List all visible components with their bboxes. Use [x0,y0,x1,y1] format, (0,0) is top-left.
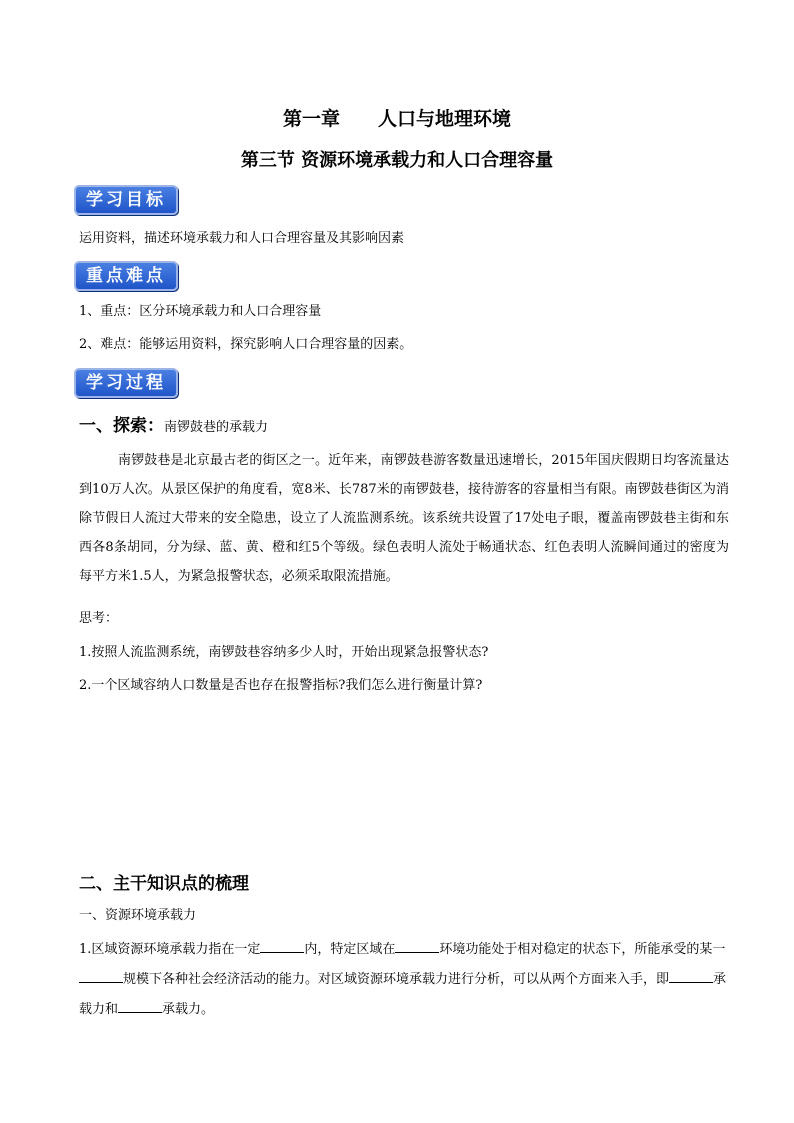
section-title: 第三节 资源环境承载力和人口合理容量 [240,150,554,171]
chapter-name: 人口与地理环境 [378,108,512,130]
section2-subheading: 一、资源环境承载力 [79,908,197,923]
chapter-title [0,104,794,131]
answer-blank[interactable] [79,970,123,983]
objectives-badge: 学习目标 [74,185,178,215]
key-points-badge: 重点难点 [74,261,178,291]
chapter-number: 第一章 [282,108,340,130]
fill-text: 承载力和 [79,972,727,1017]
answer-blank[interactable] [669,970,713,983]
answer-blank[interactable] [260,940,304,953]
answer-blank[interactable] [118,1000,162,1013]
fill-text: 内，特定区域在 [304,942,396,957]
think-label: 思考： [79,611,119,626]
question-item: 1.按照人流监测系统，南锣鼓巷容纳多少人时，开始出现紧急报警状态? [79,645,489,660]
section1-subheading: 南锣鼓巷的承载力 [164,420,269,435]
case-paragraph: 南锣鼓巷是北京最古老的街区之一。近年来，南锣鼓巷游客数量迅速增长，2015年国庆假期日均客流量达到10万人次。从景区保护的角度看，宽8米、长787米的南锣鼓巷，接待游客的容量相当有限。南锣鼓巷街区为消除节假日人流过大带来的安全隐患，设立了人流监测系统。该系统共设置了17处电子眼，覆盖南锣鼓巷主街和东西各8条胡同，分为绿、蓝、黄、橙和红5个等级。绿色表明人流处于畅通状态、红色表明人流瞬间通过的密度为每平方米1.5人，为紧急报警状态，必须采取限流措施。 [79,453,729,584]
fill-in-paragraph [79,935,729,1025]
section1-heading-text: 一、探索： [79,416,164,436]
answer-blank[interactable] [395,940,439,953]
objectives-text: 运用资料，描述环境承载力和人口合理容量及其影响因素 [79,231,405,246]
fill-text: 环境功能处于相对稳定的状态下，所能承受的某一 [439,942,726,957]
difficulty-item: 2、难点：能够运用资料，探究影响人口合理容量的因素。 [79,337,413,352]
section1-heading [79,411,268,436]
key-point-item: 1、重点：区分环境承载力和人口合理容量 [79,304,322,319]
question-item: 2.一个区域容纳人口数量是否也存在报警指标?我们怎么进行衡量计算? [79,678,483,693]
fill-text: 承载力。 [162,1002,215,1017]
fill-text: 规模下各种社会经济活动的能力。对区域资源环境承载力进行分析，可以从两个方面来入手，即 [123,972,670,987]
section2-heading: 二、主干知识点的梳理 [79,874,249,894]
fill-text: 1.区域资源环境承载力指在一定 [79,942,261,957]
process-badge: 学习过程 [74,368,178,398]
